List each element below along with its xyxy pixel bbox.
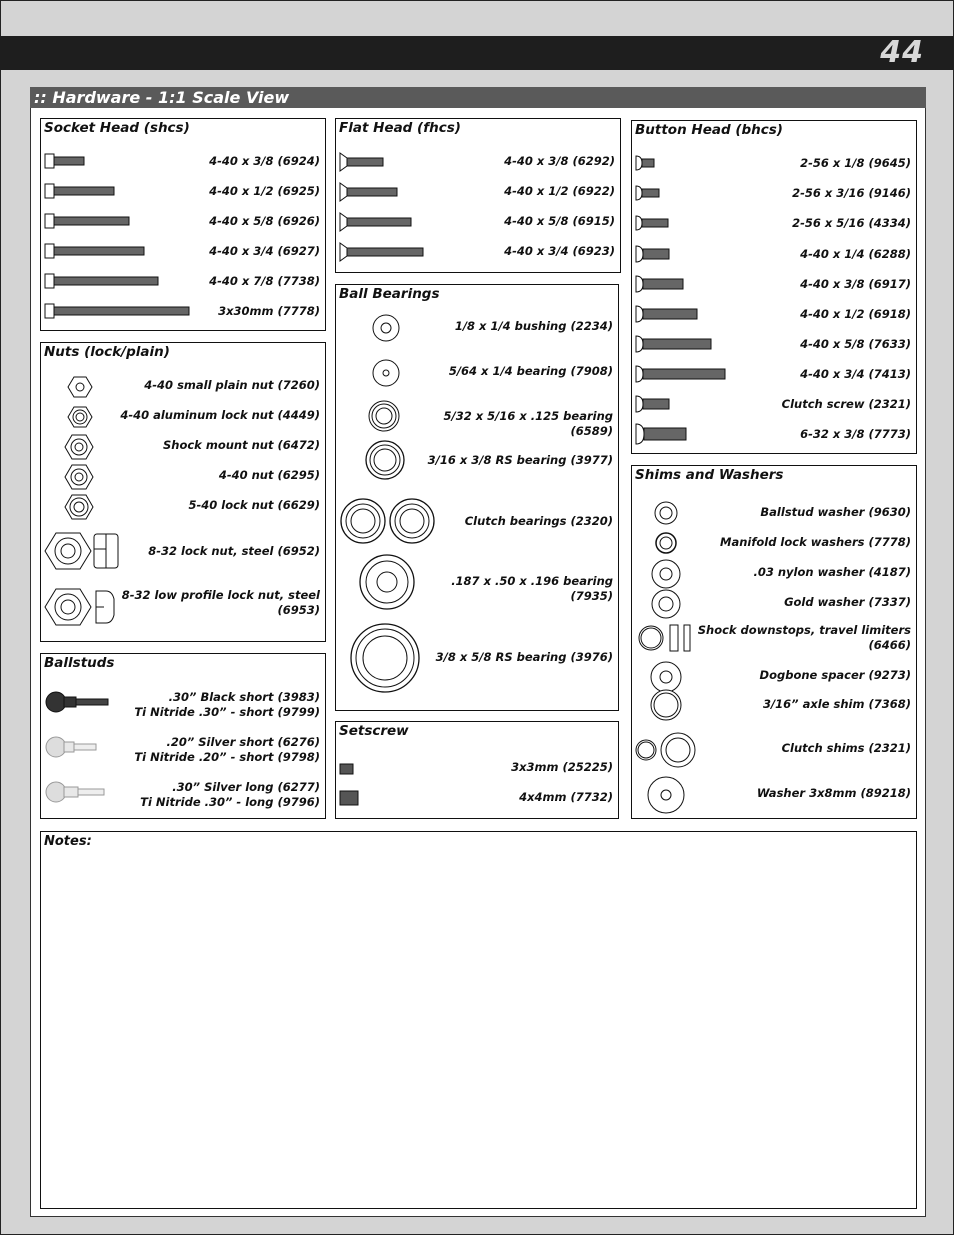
ball-bearings-title: Ball Bearings	[339, 286, 440, 302]
clutch-screw-icon	[635, 395, 675, 413]
header-bar	[0, 36, 954, 70]
setscrew-title: Setscrew	[339, 723, 409, 739]
washer-icon	[653, 500, 679, 526]
section-title-bar	[30, 87, 926, 108]
socket-screw-icon	[44, 303, 194, 319]
rs-bearing-large-icon	[349, 622, 421, 694]
lock-nut-icon	[67, 405, 93, 429]
socket-head-panel: Socket Head (shcs) 4-40 x 3/8 (6924) 4-40 x 1/2 (6925) 4-40 x 5/8 (6926) 4-40 x 3/4 (6927) 4-40 x 7/8 (7738) 3x30mm (7778)	[40, 118, 326, 331]
socket-screw-icon	[44, 213, 134, 229]
page-number: 44	[880, 35, 924, 70]
nut-icon	[64, 463, 94, 491]
shims-washers-panel: Shims and Washers Ballstud washer (9630) Manifold lock washers (7778) .03 nylon washer (4187) Gold washer (7337) Shock downstops, travel limiters (6466) Dogbone spacer (9273) 3/16” axle shim (7368) Clutch shims (2321) Washer 3x8mm (89218)	[631, 465, 917, 819]
nut-icon	[64, 433, 94, 461]
button-screw-icon	[635, 365, 733, 383]
socket-screw-icon	[44, 243, 154, 259]
notes-panel	[40, 831, 917, 1209]
button-screw-icon	[635, 305, 705, 323]
notes-title: Notes:	[44, 834, 92, 849]
flat-screw-icon	[339, 242, 429, 262]
silver-ballstud-icon	[44, 735, 114, 759]
socket-head-title: Socket Head (shcs)	[44, 120, 190, 136]
section-title: :: Hardware - 1:1 Scale View	[34, 88, 290, 107]
ballstuds-title: Ballstuds	[44, 655, 115, 671]
lock-nut-icon	[64, 493, 94, 521]
bushing-icon	[371, 313, 401, 343]
rs-bearing-icon	[364, 439, 406, 481]
bearing-large-icon	[358, 553, 416, 611]
button-head-panel: Button Head (bhcs) 2-56 x 1/8 (9645) 2-56 x 3/16 (9146) 2-56 x 5/16 (4334) 4-40 x 1/4 (6288) 4-40 x 3/8 (6917) 4-40 x 1/2 (6918) 4-40 x 5/8 (7633) 4-40 x 3/4 (7413) Clutch screw (2321) 6-32 x 3/8 (7773)	[631, 120, 917, 454]
ballstuds-panel: Ballstuds .30” Black short (3983) Ti Nitride .30” - short (9799) .20” Silver short (6276) Ti Nitride .20” - short (9798) .30” Silver long (6277) Ti Nitride .30” - long (9796)	[40, 653, 326, 819]
nuts-title: Nuts (lock/plain)	[44, 344, 170, 360]
flat-head-panel: Flat Head (fhcs) 4-40 x 3/8 (6292) 4-40 x 1/2 (6922) 4-40 x 5/8 (6915) 4-40 x 3/4 (6923)	[335, 118, 621, 273]
nylon-washer-icon	[650, 558, 682, 590]
socket-screw-icon	[44, 273, 164, 289]
button-screw-icon	[635, 245, 675, 263]
axle-shim-icon	[649, 688, 683, 722]
button-screw-icon	[635, 335, 719, 353]
washer-3x8-icon	[646, 775, 686, 815]
setscrew-icon	[339, 789, 363, 807]
button-screw-icon	[635, 275, 691, 293]
button-head-title: Button Head (bhcs)	[635, 122, 783, 138]
flat-head-title: Flat Head (fhcs)	[339, 120, 461, 136]
button-screw-icon	[635, 185, 665, 201]
flat-screw-icon	[339, 182, 409, 202]
socket-screw-icon	[44, 183, 124, 199]
lock-washer-icon	[653, 530, 679, 556]
shock-downstop-icon	[638, 623, 698, 653]
flat-screw-icon	[339, 152, 399, 172]
gold-washer-icon	[650, 588, 682, 620]
bearing-icon	[371, 358, 401, 388]
clutch-bearings-icon	[339, 497, 437, 545]
setscrew-icon	[339, 762, 359, 776]
low-profile-lock-nut-icon	[44, 587, 124, 627]
bearing-icon	[367, 399, 401, 433]
clutch-shims-icon	[634, 731, 700, 769]
nuts-panel: Nuts (lock/plain) 4-40 small plain nut (7260) 4-40 aluminum lock nut (4449) Shock mount nut (6472) 4-40 nut (6295) 5-40 lock nut (6629) 8-32 lock nut, steel (6952) 8-32 low profile lock nut, steel (6953)	[40, 342, 326, 642]
socket-screw-icon	[44, 153, 104, 169]
steel-lock-nut-icon	[44, 531, 124, 571]
button-screw-icon	[635, 215, 675, 231]
button-screw-icon	[635, 423, 695, 445]
flat-screw-icon	[339, 212, 419, 232]
plain-nut-icon	[67, 375, 93, 399]
shims-washers-title: Shims and Washers	[635, 467, 784, 483]
ball-bearings-panel: Ball Bearings 1/8 x 1/4 bushing (2234) 5/64 x 1/4 bearing (7908) 5/32 x 5/16 x .125 bearing (6589) 3/16 x 3/8 RS bearing (3977) Clutch bearings (2320) .187 x .50 x .196 bearing (7935) 3/8 x 5/8 RS bearing (3976)	[335, 284, 619, 711]
black-ballstud-icon	[44, 690, 114, 714]
silver-ballstud-long-icon	[44, 780, 114, 804]
setscrew-panel: Setscrew 3x3mm (25225) 4x4mm (7732)	[335, 721, 619, 819]
button-screw-icon	[635, 155, 665, 171]
